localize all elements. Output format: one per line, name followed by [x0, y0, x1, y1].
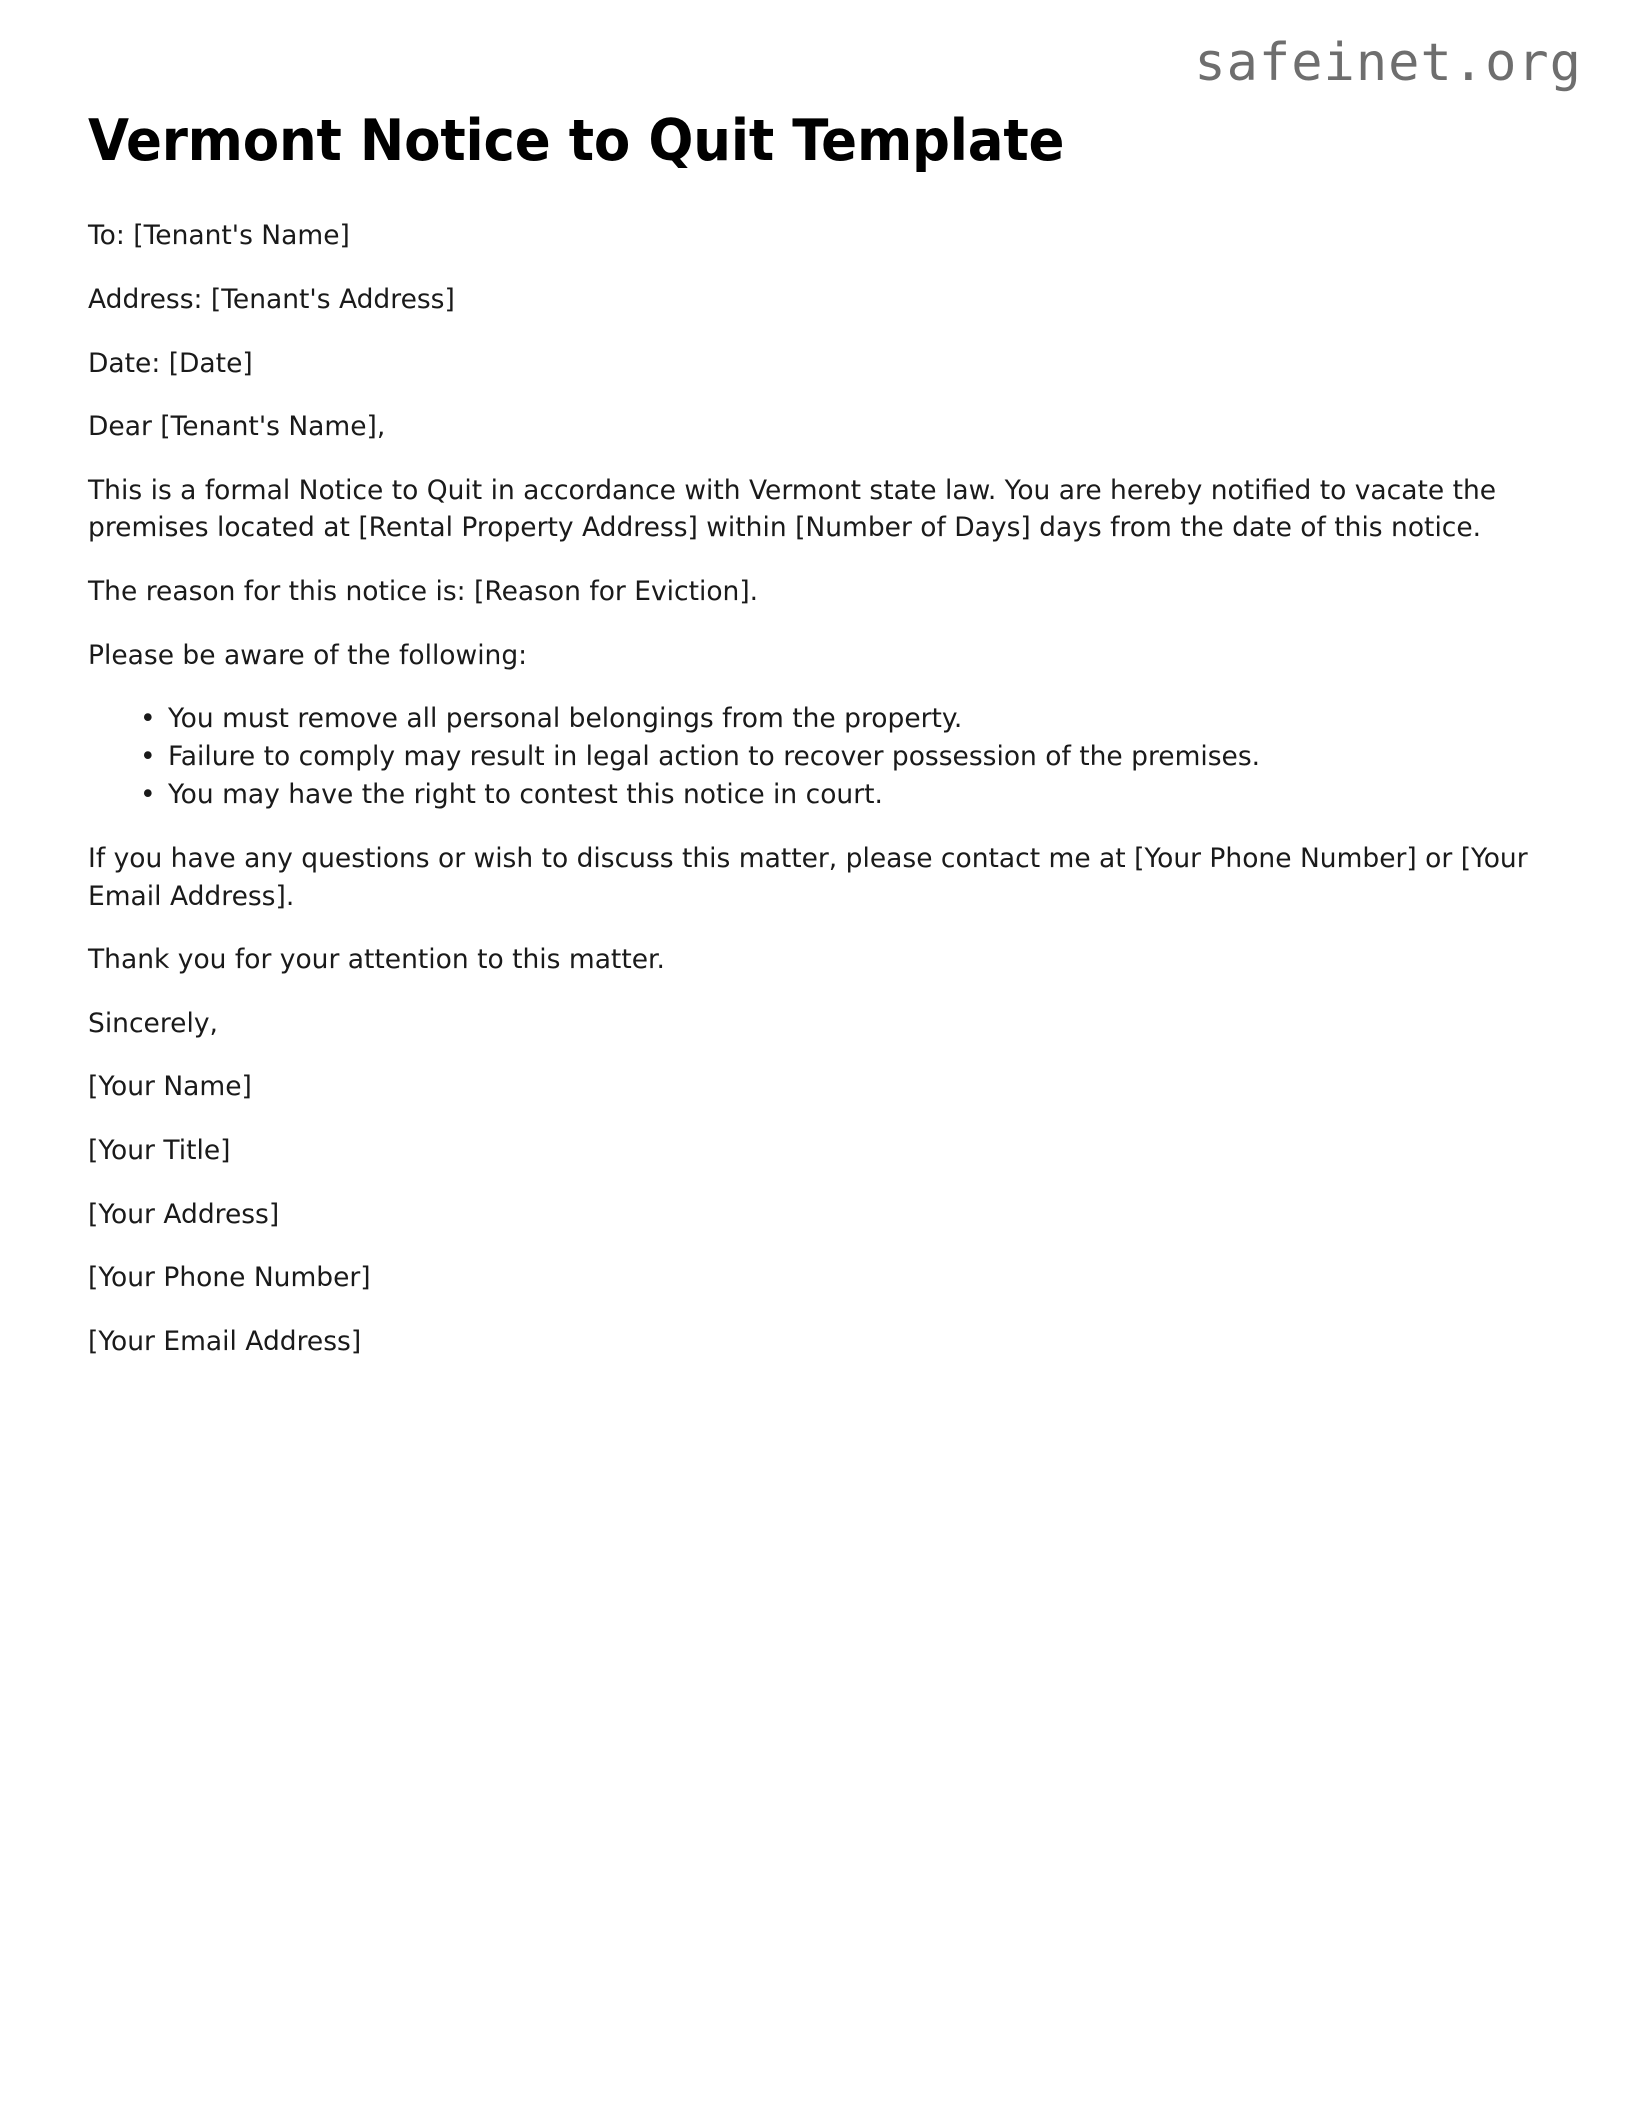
list-item-label: You may have the right to contest this notice in court.: [168, 779, 883, 811]
bullet-icon: •: [140, 741, 156, 773]
sender-address-line: [Your Address]: [88, 1198, 280, 1230]
list-item: [88, 776, 1533, 814]
sender-title-line: [Your Title]: [88, 1135, 231, 1167]
notice-body-paragraph: This is a formal Notice to Quit in accordance with Vermont state law. You are hereby notified to vacate the premises located at [Rental Property Address] within [Number of Days] days from the date of this notice.: [88, 474, 1497, 544]
list-item-label: You must remove all personal belongings from the property.: [168, 703, 963, 735]
contact-paragraph: If you have any questions or wish to discuss this matter, please contact me at [Your Phone Number] or [Your Email Address].: [88, 842, 1528, 912]
thank-you-paragraph: Thank you for your attention to this matter.: [88, 944, 665, 976]
closing-sincerely: Sincerely,: [88, 1007, 218, 1039]
site-watermark: safeinet.org: [1194, 33, 1582, 93]
notice-conditions-list: [88, 700, 1533, 814]
recipient-name-line: To: [Tenant's Name]: [88, 220, 350, 252]
list-item: [88, 700, 1533, 738]
reason-paragraph: The reason for this notice is: [Reason for Eviction].: [88, 576, 759, 607]
list-intro-paragraph: Please be aware of the following:: [88, 639, 528, 671]
page-title: Vermont Notice to Quit Template: [88, 108, 1065, 174]
list-item: [88, 738, 1533, 776]
sender-name-line: [Your Name]: [88, 1071, 252, 1103]
salutation-line: Dear [Tenant's Name],: [88, 411, 386, 443]
list-item-label: Failure to comply may result in legal action to recover possession of the premises.: [168, 741, 1261, 773]
date-line: Date: [Date]: [88, 347, 253, 379]
document-body: [88, 108, 1533, 1387]
bullet-icon: •: [140, 779, 156, 811]
sender-email-line: [Your Email Address]: [88, 1325, 362, 1357]
bullet-icon: •: [140, 703, 156, 735]
sender-phone-line: [Your Phone Number]: [88, 1262, 371, 1294]
recipient-address-line: Address: [Tenant's Address]: [88, 283, 455, 315]
